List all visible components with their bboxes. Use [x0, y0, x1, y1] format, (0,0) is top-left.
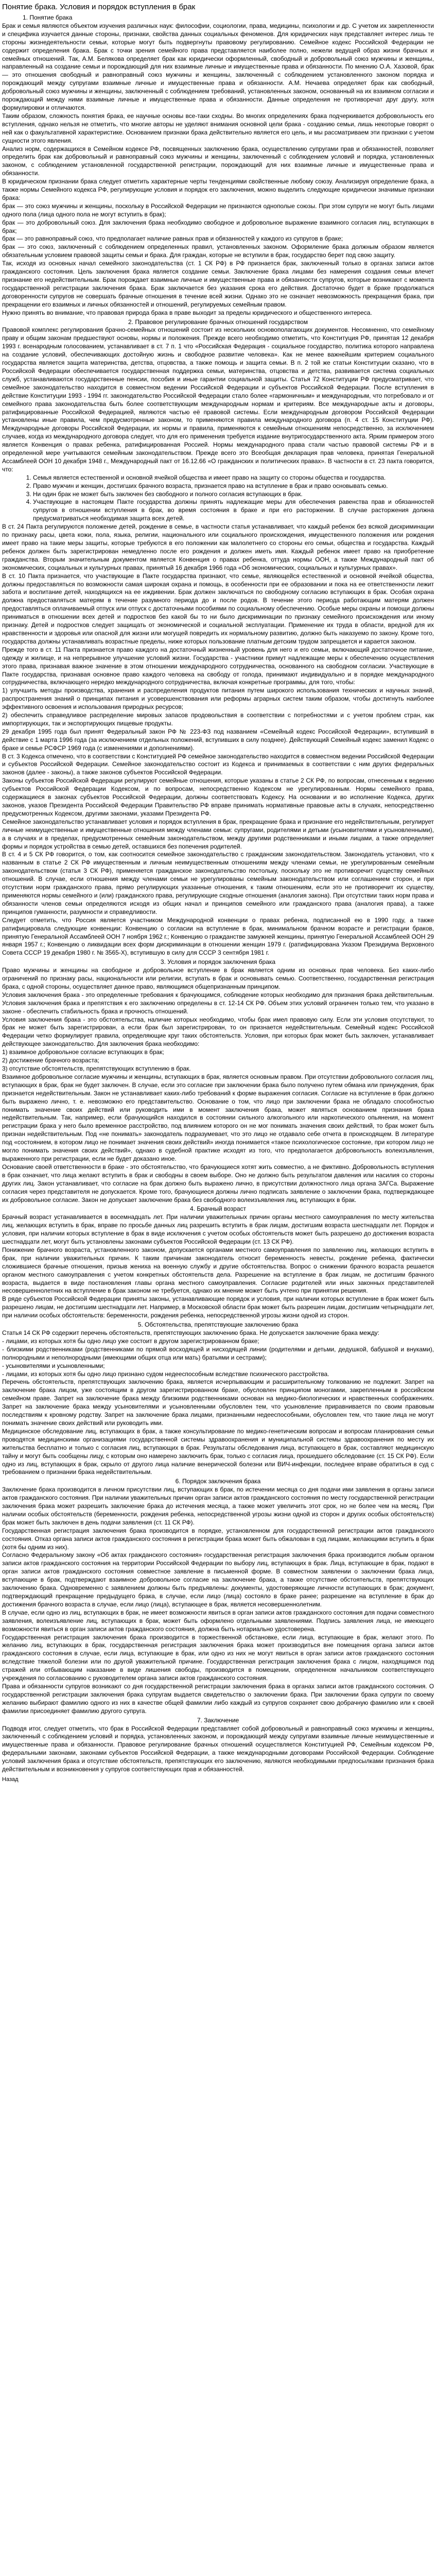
paragraph: Медицинское обследование лиц, вступающих в брак, а также консультирование по медико-генетическим вопросам и вопросам планирования семьи проводятся медицинскими организациями государственной системы здравоохранения и муниципальной системы здравоохранения по месту их жительства бесплатно и только с согласия лиц, вступающих в брак. Результаты обследования лица, вступающего в брак, составляют медицинскую тайну и могут быть сообщены лицу, с которым оно намерено заключить брак, только с согласия лица, прошедшего обследование (ст. 15 СК РФ). Если одно из лиц, вступающих в брак, скрыло от другого лица наличие венерической болезни или ВИЧ-инфекции, последнее вправе обратиться в суд с требованием о признании брака недействительным.: [2, 1427, 434, 1476]
section-heading-7: 7. Заключение: [197, 1716, 239, 1724]
paragraph: брак — это равноправный союз, что предполагает наличие равных прав и обязанностей у каждого из супругов в браке;: [2, 235, 343, 243]
paragraph: Согласно Федеральному закону «Об актах гражданского состояния» государственная регистрация заключения брака производится любым органом записи актов гражданского состояния на территории Российской Федерации по выбору лиц, вступающих в брак. Лица, вступающие в брак, подают в орган записи актов гражданского состояния совместное заявление в письменной форме. В совместном заявлении о заключении брака лица, вступающие в брак, подтверждают взаимное добровольное согласие на заключение брака, а также отсутствие обстоятельств, препятствующих заключению брака. Одновременно с заявлением должны быть предъявлены: документы, удостоверяющие личности вступающих в брак; документ, подтверждающий прекращение предыдущего брака, в случае, если лицо (лица) состояло в браке ранее; разрешение на вступление в брак до достижения брачного возраста в случае, если лицо (лица), вступающее в брак, является несовершеннолетним.: [2, 1551, 434, 1608]
list-item: 1. Семья является естественной и основной ячейкой общества и имеет право на защиту со стороны общества и государства.: [33, 474, 434, 482]
list-item: 2. Право мужчин и женщин, достигших брачного возраста, признается право на вступление в брак и право основывать семью.: [33, 482, 434, 490]
paragraph: Понижение брачного возраста, установленного законом, допускается органами местного самоуправления по заявлению лиц, желающих вступить в брак, при наличии уважительных причин. К таким причинам законодатель относит беременность невесты, рождение ребенка, фактически сложившиеся брачные отношения, призыв жениха на военную службу и другие обстоятельства. Вопрос о снижении брачного возраста решается органом местного самоуправления с учетом конкретных обстоятельств дела. Разрешение на вступление в брак лицам, не достигшим брачного возраста, выдается в виде постановления главы органа местного самоуправления. Согласие родителей или иных законных представителей несовершеннолетних на вступление в брак законом не требуется, однако их мнение может быть учтено при принятии решения.: [2, 1246, 434, 1295]
paragraph: 2) обеспечить справедливое распределение мировых запасов продовольствия в соответствии с потребностями и с учетом проблем стран, как импортирующих, так и экспортирующих пищевые продукты.: [2, 711, 434, 727]
paragraph: Брак и семья являются объектом изучения различных наук: философии, социологии, права, медицины, психологии и др. С учетом их закрепленности и специфика изучается данные стороны, признаки, свойства данных социальных феноменов. Для юридических наук представляет интерес лишь те стороны жизнедеятельности семьи, которые могут быть подвергнуты правовому регулированию. Семейное кодекс Российской Федерации не содержит определения брака. Брак с точки зрения семейного права представляется наиболее полно, нежели ведущей образ жизни брачных и семейных отношений. Так, А.М. Белякова определяет брак как юридически оформленный, свободный и добровольный союз мужчины и женщины, направленный на создание семьи и порождающий для них взаимные личные и имущественные права и обязанности. По мнению О.А. Хазовой, брак — это отношения свободный и равноправный союз мужчины и женщины, заключенный с соблюдением установленного законом порядка и порождающий между супругами взаимные личные и имущественные права и обязанности. А.М. Нечаева определяет брак как свободный, добровольный союз мужчины и женщины, заключенный с соблюдением требований, установленных законом, основанный на их взаимном согласии и порождающий между ними взаимные личные и имущественные права и обязанности. Данные определения не противоречат друг другу, хотя формулировки и отличаются.: [2, 22, 434, 111]
paragraph: 29 декабря 1995 года был принят Федеральный закон РФ № 223-ФЗ под названием «Семейный кодекс Российской Федерации», вступивший в действие с 1 марта 1996 года (за исключением отдельных положений, вступивших в силу позднее). Действующий Семейный кодекс заменил Кодекс о браке и семье РСФСР 1969 года (с изменениями и дополнениями).: [2, 727, 434, 752]
list-item: 3. Ни один брак не может быть заключен без свободного и полного согласия вступающих в брак.: [33, 490, 434, 499]
paragraph: Подводя итог, следует отметить, что брак в Российской Федерации представляет собой добровольный и равноправный союз мужчины и женщины, заключенный с соблюдением условий и порядка, установленных законом, и порождающий между супругами взаимные личные неимущественные и имущественные права и обязанности. Правовое регулирование брачных отношений осуществляется Конституцией РФ, Семейным кодексом РФ, федеральными законами, законами субъектов Российской Федерации, а также международными договорами Российской Федерации. Соблюдение условий заключения брака и отсутствие обстоятельств, препятствующих его заключению, являются необходимыми предпосылками признания брака действительным и возникновения у супругов соответствующих прав и обязанностей.: [2, 1724, 434, 1773]
paragraph: брак — это союз мужчины и женщины, поскольку в Российской Федерации не признаются однополые союзы. При этом супруги не могут быть лицами одного пола (лица одного пола не могут вступить в брак);: [2, 202, 434, 218]
section-heading-6: 6. Порядок заключения брака: [175, 1478, 261, 1485]
section-heading-5: 5. Обстоятельства, препятствующие заключению брака: [137, 1321, 299, 1329]
paragraph: В ст. 3 Кодекса отмечено, что в соответствии с Конституцией РФ семейное законодательство находится в совместном ведении Российской Федерации и субъектов Российской Федерации. Семейное законодательство состоит из Кодекса и принимаемых в соответствии с ним других федеральных законов (далее - законы), а также законов субъектов Российской Федерации.: [2, 752, 434, 776]
paragraph: Права и обязанности супругов возникают со дня государственной регистрации заключения брака в органах записи актов гражданского состояния. О государственной регистрации заключения брака супругам выдается свидетельство о заключении брака. При заключении брака супруги по своему желанию выбирают фамилию одного из них в качестве общей фамилии либо каждый из супругов сохраняет свою добрачную фамилию или к своей фамилии присоединяет фамилию другого супруга.: [2, 1682, 434, 1715]
paragraph: В ст. 24 Пакта регулируются положение детей, рождение в семье, в частности статья устанавливает, что каждый ребенок без всякой дискриминации по признаку расы, цвета кожи, пола, языка, религии, национального или социального происхождения, имущественного положения или рождения имеет право на такие меры защиты, которые требуются в его положении как малолетнего со стороны его семьи, общества и государства. Каждый ребенок должен быть зарегистрирован немедленно после его рождения и должен иметь имя. Каждый ребенок имеет право на приобретение гражданства. Вторым значительным документом является Конвенция о правах ребенка, оттуда нормы ООН, а также Международный пакт об экономических, социальных и культурных правах, принятый 16 декабря 1966 года «Об экономических, социальных и культурных правах».: [2, 523, 434, 571]
paragraph: Следует отметить, что Россия является участником Международной конвенции о правах ребенка, подписанной ею в 1990 году, а также ратифицировала следующие конвенции: Конвенцию о согласии на вступление в брак, минимальном брачном возрасте и регистрации браков, принятую Генеральной Ассамблеей ООН 7 ноября 1962 г.; Конвенцию о гражданстве замужней женщины, принятую Генеральной Ассамблеей ООН 29 января 1957 г.; Конвенцию о ликвидации всех форм дискриминации в отношении женщин 1979 г. (ратифицирована Указом Президиума Верховного Совета СССР 19 декабря 1980 г. № 3565-X), вступившую в силу для СССР 3 сентября 1981 г.: [2, 916, 434, 957]
paragraph: Прежде того в ст. 11 Пакта признается право каждого на достаточный жизненный уровень для него и его семьи, включающий достаточное питание, одежду и жилище, и на непрерывное улучшение условий жизни. Государства - участники примут надлежащие меры к обеспечению осуществления этого права, признавая важное значение в этом отношении международного сотрудничества, основанного на свободном согласии. Участвующие в Пакте государства, признавая основное право каждого человека на свободу от голода, принимают индивидуально и в порядке международного сотрудничества, включающего нередко международного сотрудничества, включая конкретные программы, для того, чтобы:: [2, 646, 434, 686]
paragraph: В ст. 10 Пакта признается, что участвующие в Пакте государства признают, что семье, являющейся естественной и основной ячейкой общества, должны предоставляться по возможности самая широкая охрана и помощь, в особенности при ее образовании и пока на ее ответственности лежит забота и воспитание детей, находящихся на ее иждивении. Брак должен заключаться по свободному согласию вступающих в брак. Особая охрана должна предоставляться матерям в течение разумного периода до и после родов. В течение этого периода работающим матерям должен предоставляться оплачиваемый отпуск или отпуск с достаточными пособиями по социальному обеспечению. Особые меры охраны и помощи должны приниматься в отношении всех детей и подростков без какой бы то ни было дискриминации по признаку семейного происхождения или иному признаку. Детей и подростков следует защищать от экономической и социальной эксплуатации. Применение их труда в области, вредной для их нравственности и здоровья или опасной для жизни или могущей повредить их нормальному развитию, должно быть наказуемо по закону. Кроме того, государства должны устанавливать возрастные пределы, ниже которых пользование платным детским трудом запрещается и карается законом.: [2, 572, 434, 645]
paragraph: Брачный возраст устанавливается в восемнадцать лет. При наличии уважительных причин органы местного самоуправления по месту жительства лиц, желающих вступить в брак, вправе по просьбе данных лиц разрешить вступить в брак лицам, достигшим возраста шестнадцати лет. Порядок и условия, при наличии которых вступление в брак в виде исключения с учетом особых обстоятельств может быть разрешено до достижения возраста шестнадцати лет, могут быть установлены законами субъектов Российской Федерации (ст. 13 СК РФ).: [2, 1213, 434, 1246]
paragraph: Правовой комплекс регулирования брачно-семейных отношений состоит из нескольких основополагающих документов. Несомненно, что семейному праву и общим законам предшествуют основы, нормы и положения. Прежде всего необходимо отметить, что Конституция РФ, принятая 12 декабря 1993 г. всенародным голосованием, устанавливает в ст. 7 п. 1 что «Российская Федерация - социальное государство, политика которого направлена на создание условий, обеспечивающих достойную жизнь и свободное развитие человека». Как не менее важнейшим критерием социального государства является защита материнства, детства, отцовства, а также помощь и защита семьи. В п. 2 той же статьи Конституции сказано, что в Российской Федерации обеспечивается государственная поддержка семьи, материнства, отцовства и детства, развивается система социальных служб, устанавливаются государственные пенсии, пособия и иные гарантии социальной защиты. Статья 72 Конституции РФ предусматривает, что семейное законодательство находится в совместном ведении Российской Федерации и субъектов Российской Федерации. После вступления в действие Конституции 1993 - 1994 гг. законодательство Российской Федерации стало более «гармоничным» и международным, что потребовало и от семейного права законодательства быть более соответствующим международным нормам и критериям. Все международные акты и договоры, ратифицированные Российской Федерацией, являются частью её правовой системы. Если международным договором Российской Федерации установлены иные правила, чем предусмотренные законом, то применяются правила международного договора (п. 4 ст. 15 Конституции РФ). Международные договоры Российской Федерации, их нормы и правила, применяются к семейным отношениям непосредственно, за исключением случаев, когда из международного договора следует, что для его применения требуется издание внутригосударственного акта. Ярким примером этого является Конвенция о правах ребенка, ратифицированная Россией. Нормы международного права стали частью правовой системы РФ и в определенной мере учитываются семейным законодательством. Прежде всего это Всеобщая декларация прав человека, принятая Генеральной Ассамблеей ООН 10 декабря 1948 г., Международный пакт от 16.12.66 «О гражданских и политических правах». В частности в ст. 23 пакта говорится, что:: [2, 326, 434, 473]
paragraph: Заключение брака производится в личном присутствии лиц, вступающих в брак, по истечении месяца со дня подачи ими заявления в органы записи актов гражданского состояния. При наличии уважительных причин орган записи актов гражданского состояния по месту государственной регистрации заключения брака может разрешить заключение брака до истечения месяца, а также может увеличить этот срок, но не более чем на месяц. При наличии особых обстоятельств (беременности, рождения ребенка, непосредственной угрозы жизни одной из сторон и других особых обстоятельств) брак может быть заключен в день подачи заявления (ст. 11 СК РФ).: [2, 1486, 434, 1526]
paragraph: Государственная регистрация заключения брака производится в порядке, установленном для государственной регистрации актов гражданского состояния. Отказ органа записи актов гражданского состояния в регистрации брака может быть обжалован в суд лицами, желающими вступить в брак (хотя бы одним из них).: [2, 1527, 434, 1551]
paragraph: брак — это добровольный союз. Для заключения брака необходимо свободное и добровольное выражение взаимного согласия лиц, вступающих в брак;: [2, 218, 434, 234]
paragraph: Условия заключения брака - это определенные требования к брачующимся, соблюдение которых необходимо для признания брака действительным. Условия заключения брака и препятствия к его заключению определены в ст. 12-14 СК РФ. Объем этих условий ограничен только тем, что указано в законе - обеспечить стабильность брака и прочность отношений.: [2, 991, 434, 1015]
paragraph: Перечень обстоятельств, препятствующих заключению брака, является исчерпывающим и расширительному толкованию не подлежит. Запрет на заключение брака лицом, уже состоящим в другом зарегистрированном браке, обусловлен принципом моногамии, закрепленным в российском семейном праве. Запрет на заключение брака между близкими родственниками основан на медико-биологических и нравственных соображениях. Запрет на заключение брака между усыновителями и усыновленными обусловлен тем, что усыновление приравнивается по своим правовым последствиям к кровному родству. Запрет на заключение брака лицами, признанными недееспособными, обусловлен тем, что такие лица не могут понимать значение своих действий или руководить ими.: [2, 1378, 434, 1427]
paragraph: Анализ норм, содержащихся в Семейном кодексе РФ, посвященных заключению брака, осуществлению супругами прав и обязанностей, позволяет определить брак как добровольный и равноправный союз мужчины и женщины, заключенный с соблюдением условий и порядка, установленных законом, с соблюдением установленной государственной регистрации, порождающий для них взаимные личные и имущественные права и обязанности.: [2, 145, 434, 177]
paragraph: Статья 14 СК РФ содержит перечень обстоятельств, препятствующих заключению брака. Не допускается заключение брака между:: [2, 1329, 379, 1336]
paragraph: В юридическом признании брака следует отметить характерные черты тенденциями свойственные любому союзу. Анализируя определение брака, а также нормы Семейного кодекса РФ, регулирующие условия и порядок его заключения, можно выделить следующие юридически значимые признаки брака:: [2, 178, 434, 201]
paragraph: В ряде субъектов Российской Федерации приняты законы, устанавливающие порядок и условия, при наличии которых вступление в брак может быть разрешено лицам, не достигшим шестнадцати лет. Например, в Московской области брак может быть разрешен лицам, достигшим четырнадцати лет, при наличии особых обстоятельств: беременности, рождения ребенка, непосредственной угрозы жизни одной из сторон.: [2, 1295, 434, 1319]
paragraph: 1) взаимное добровольное согласие вступающих в брак;: [2, 1048, 164, 1056]
section-heading-3: 3. Условия и порядок заключения брака: [160, 958, 276, 966]
paragraph: Законы субъектов Российской Федерации регулируют семейные отношения, которые указаны в статье 2 СК РФ, по вопросам, отнесенным к ведению субъектов Российской Федерации Кодексом, и по вопросам, непосредственно Кодексом не урегулированным. Нормы семейного права, содержащиеся в законах субъектов Российской Федерации, должны соответствовать Кодексу. На основании и во исполнение Кодекса, других законов, указов Президента Российской Федерации Правительство РФ вправе принимать нормативные правовые акты в случаях, непосредственно предусмотренных Кодексом, другими законами, указами Президента РФ.: [2, 777, 434, 817]
paragraph: Государственная регистрация заключения брака производится в торжественной обстановке, если лица, вступающие в брак, желают этого. По желанию лиц, вступающих в брак, государственная регистрация заключения брака может производиться вне помещения органа записи актов гражданского состояния в случае, если лица, вступающие в брак, или одно из них не могут явиться в орган записи актов гражданского состояния вследствие тяжелой болезни или по другой уважительной причине. Государственная регистрация заключения брака с лицом, находящимся под стражей или отбывающим наказание в виде лишения свободы, производится в помещении, определенном начальником соответствующего учреждения по согласованию с руководителем органа записи актов гражданского состояния.: [2, 1633, 434, 1682]
paragraph: 1) улучшить методы производства, хранения и распределения продуктов питания путем широкого использования технических и научных знаний, распространения знаний о принципах питания и усовершенствования или реформы аграрных систем таким образом, чтобы достигнуть наиболее эффективного освоения и использования природных ресурсов;: [2, 687, 434, 711]
paragraph: 2) достижение брачного возраста;: [2, 1057, 99, 1064]
back-link[interactable]: Назад: [2, 1776, 19, 1783]
section-7-body: [2, 1725, 434, 1774]
paragraph: - лицами, из которых хотя бы одно лицо признано судом недееспособным вследствие психического расстройства.: [2, 1370, 329, 1378]
section-4-body: [2, 1213, 434, 1320]
paragraph: Основание своей ответственности в браке - это обстоятельство, что брачующиеся хотят жить совместно, а не фиктивно. Добровольность вступления в брак означает, что лица желают вступить в брак и свободны в своем выборе. Оно не должно быть результатом давления или насилия со стороны других лиц. Закон устанавливает, что согласие на брак должно быть выражено лично, в присутствии должностного лица органа ЗАГСа. Выражение согласия через представителя не допускается. Кроме того, брачующиеся должны лично подписать заявление о заключении брака, подтверждающее их добровольное согласие. Закон не допускает заключение брака без свободного волеизъявления лиц, вступающих в брак.: [2, 1163, 434, 1204]
section-2-body: [2, 326, 434, 957]
paragraph: Так, исходя из основных начал семейного законодательства (ст. 1 СК РФ) в РФ признается брак, заключенный только в органах записи актов гражданского состояния. Цель заключения брака является создание семьи. Заключение брака лицами без намерения создания семьи влечет признание его недействительным. Брак порождает взаимные личные и имущественные права и обязанности супругов, которые возникают с момента государственной регистрации заключения брака. Брак заключается без указания срока его действия. Достаточно будет в браке продолжаться договоренности супругов не совершать брачные отношения в течение всей жизни. Однако это не означает невозможность прекращения брака, при прекращении его взаимных и личных обязанностей и отношений, регулируемых семейным правом.: [2, 260, 434, 308]
pact-list: [2, 474, 434, 523]
paragraph: Нужно принять во внимание, что правовая природа брака в праве выходит за пределы юридического и общественного интереса.: [2, 309, 372, 316]
paragraph: - лицами, из которых хотя бы одно лицо уже состоит в другом зарегистрированном браке;: [2, 1337, 259, 1345]
section-3-body: [2, 967, 434, 1204]
paragraph: В ст. 4 и 5 СК РФ говорится, о том, как соотносится семейное законодательство с гражданским законодательством. Законодатель установил, что к названным в статье 2 СК РФ имущественным и личным неимущественным отношениям между членами семьи, не урегулированным семейным законодательством (статья 3 СК РФ), применяется гражданское законодательство постольку, поскольку это не противоречит существу семейных отношений. В случае, если отношения между членами семьи не урегулированы семейным законодательством или соглашением сторон, и при отсутствии норм гражданского права, прямо регулирующих указанные отношения, к таким отношениям, если это не противоречит их существу, применяются нормы семейного и (или) гражданского права, регулирующие сходные отношения (аналогия закона). При отсутствии таких норм права и обязанности членов семьи определяются исходя из общих начал и принципов семейного или гражданского права (аналогия права), а также принципов гуманности, разумности и справедливости.: [2, 851, 434, 916]
paragraph: брак — это союз, заключенный с соблюдением определенных правил, установленных законом. Оформление брака должным образом является обязательным условием правовой защиты семьи и брака. Для граждан, которые не вступили в брак, государство берет под свою защиту.: [2, 243, 434, 259]
section-1-body: [2, 22, 434, 317]
paragraph: Таким образом, сложность понятия брака, ее научные основы все-таки сходны. Во многих определениях брака подчеркивается добровольность его вступления, однако нельзя не отметить, что многие авторы не уделяют внимания основной цели брака - созданию семьи, лишь некоторые говорят о ней как о факультативной характеристике. Основанием признаки брака действительно является его цель, и мы рассматриваем эти признаки с учетом сущности этого явления.: [2, 112, 434, 144]
section-heading-1: 1. Понятие брака: [23, 14, 73, 21]
list-item: 4. Участвующие в настоящем Пакте государства должны принять надлежащие меры для обеспечения равенства прав и обязанностей супругов в отношении вступления в брак, во время состояния в браке и при его расторжении. В случае расторжения должна предусматриваться необходимая защита всех детей.: [33, 498, 434, 523]
paragraph: - усыновителями и усыновленными;: [2, 1362, 105, 1369]
paragraph: В случае, если одно из лиц, вступающих в брак, не имеет возможности явиться в орган записи актов гражданского состояния для подачи совместного заявления, волеизъявление лиц, вступающих в брак, может быть оформлено отдельными заявлениями. Подпись заявления лица, не имеющего возможности явиться в орган записи актов гражданского состояния, должна быть нотариально удостоверена.: [2, 1608, 434, 1633]
section-6-body: [2, 1486, 434, 1715]
section-heading-4: 4. Брачный возраст: [190, 1205, 246, 1213]
paragraph: 3) отсутствие обстоятельств, препятствующих вступлению в брак.: [2, 1065, 191, 1072]
page-title: Понятие брака. Условия и порядок вступления в брак: [2, 3, 196, 11]
paragraph: - близкими родственниками (родственниками по прямой восходящей и нисходящей линии (родителями и детьми, дедушкой, бабушкой и внуками), полнородными и неполнородными (имеющими общих отца или мать) братьями и сестрами);: [2, 1345, 434, 1361]
paragraph: Условия заключения брака - это обстоятельства, наличие которых необходимо, чтобы брак имел правовую силу. Если эти условия отсутствуют, то брак не может быть зарегистрирован, а если брак был зарегистрирован, то он признается недействительным. Семейный кодекс Российской Федерации четко формулирует правила, определяющие круг таких обстоятельств. Условия, при которых брак может быть заключен, устанавливает действующее законодательство. Для заключения брака необходимо:: [2, 1015, 434, 1048]
section-5-body: [2, 1329, 434, 1477]
paragraph: Право мужчины и женщины на свободное и добровольное вступление в брак является одним из основных прав человека. Без каких-либо ограничений по признаку расы, национальности или религии, вступать в брак и основывать семью. Соответственно, государственная регистрация брака, с одной стороны, осуществляет данное право, являющимся общепризнанным принципом.: [2, 967, 434, 990]
paragraph: Семейное законодательство устанавливает условия и порядок вступления в брак, прекращение брака и признание его недействительным, регулирует личные неимущественные и имущественные отношения между членами семьи: супругами, родителями и детьми (усыновителями и усыновленными), а в случаях и в пределах, предусмотренных семейным законодательством, между другими родственниками и иными лицами, а также определяет формы и порядок устройства в семью детей, оставшихся без попечения родителей.: [2, 818, 434, 850]
paragraph: Взаимное добровольное согласие мужчины и женщины, вступающих в брак, является основным правом. При отсутствии добровольного согласия лиц, вступающих в брак, брак не будет заключен. В случае, если это согласие при заключении брака было получено путем обмана или принуждения, брак признается недействительным. Закон не устанавливает каких-либо требований к форме выражения согласия. Согласие на вступление в брак должно быть выражено лично, т. е. невозможно его представительство. Основание о том, что лицо при заключении брака не обладало способностью понимать значение своих действий или руководить ими в момент заключения брака, может являться основанием признания брака недействительным. Так, например, если брачующийся находился в состоянии сильного алкогольного или наркотического опьянения, на момент регистрации брака у него было временное расстройство, под влиянием которого он не мог понимать значения своих действий, то брак может быть признан недействительным. Под «не понимать» законодатель подразумевает, что это лицо не отдавало себе отчета в происходящем. В литературе под «состоянием, в котором лицо не понимает значения своих действий» иногда понимается «такое психологическое состояние, при котором лицо не могло понимать значения своих действий», однако в судебной практике исходят из того, что предполагается добровольность волеизъявления, выраженного при регистрации, если не будет доказано иное.: [2, 1073, 434, 1162]
section-heading-2: 2. Правовое регулирование брачных отношений государством: [128, 318, 308, 326]
